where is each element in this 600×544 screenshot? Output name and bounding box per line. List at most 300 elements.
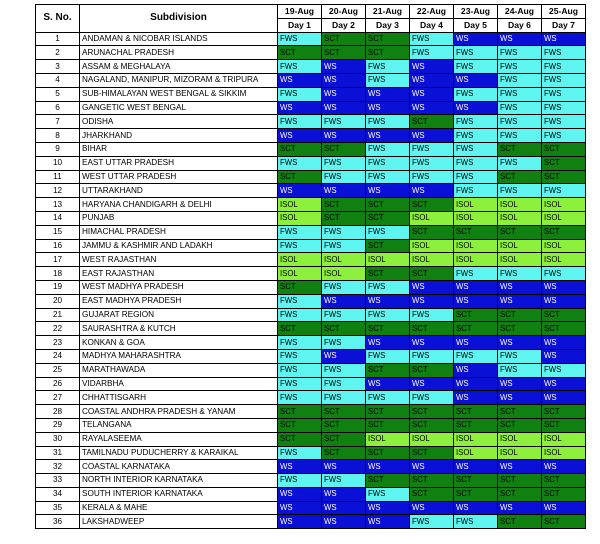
subdivision-name: KONKAN & GOA [80,336,278,350]
forecast-cell: FWS [410,142,454,156]
forecast-cell: WS [498,460,542,474]
row-number: 7 [36,115,80,129]
forecast-cell: SCT [542,308,586,322]
forecast-cell: FWS [278,156,322,170]
subdivision-name: BIHAR [80,142,278,156]
forecast-cell: FWS [498,363,542,377]
row-number: 31 [36,446,80,460]
forecast-cell: FWS [278,377,322,391]
table-row [36,391,586,405]
forecast-cell: WS [322,129,366,143]
forecast-cell: FWS [410,170,454,184]
row-number: 13 [36,198,80,212]
forecast-cell: FWS [366,60,410,74]
forecast-cell: SCT [454,487,498,501]
subdivision-name: SAURASHTRA & KUTCH [80,322,278,336]
table-row [36,405,586,419]
forecast-cell: FWS [366,391,410,405]
forecast-cell: SCT [322,211,366,225]
row-number: 17 [36,253,80,267]
forecast-cell: ISOL [498,253,542,267]
forecast-cell: SCT [542,156,586,170]
forecast-cell: WS [410,184,454,198]
forecast-cell: WS [542,32,586,46]
forecast-cell: WS [366,101,410,115]
forecast-cell: WS [278,129,322,143]
table-row [36,32,586,46]
table-row [36,73,586,87]
row-number: 27 [36,391,80,405]
forecast-cell: FWS [322,225,366,239]
date-header: 23-Aug [454,5,498,19]
table-row [36,253,586,267]
forecast-cell: WS [498,377,542,391]
subdivision-name: ARUNACHAL PRADESH [80,46,278,60]
forecast-cell: FWS [410,349,454,363]
forecast-cell: FWS [322,239,366,253]
forecast-cell: SCT [542,142,586,156]
forecast-cell: ISOL [278,198,322,212]
forecast-cell: FWS [542,46,586,60]
day-header: Day 3 [366,18,410,32]
date-header: 24-Aug [498,5,542,19]
forecast-cell: FWS [366,115,410,129]
table-row [36,184,586,198]
forecast-cell: SCT [454,418,498,432]
forecast-cell: ISOL [498,211,542,225]
table-row [36,101,586,115]
forecast-cell: WS [454,32,498,46]
subdivision-header: Subdivision [80,5,278,33]
forecast-cell: FWS [322,280,366,294]
table-row [36,211,586,225]
forecast-cell: WS [322,294,366,308]
forecast-cell: SCT [498,515,542,529]
forecast-cell: FWS [498,267,542,281]
forecast-cell: ISOL [454,239,498,253]
forecast-cell: SCT [542,405,586,419]
forecast-cell: SCT [322,446,366,460]
row-number: 22 [36,322,80,336]
forecast-cell: SCT [278,432,322,446]
subdivision-name: WEST UTTAR PRADESH [80,170,278,184]
forecast-cell: FWS [278,446,322,460]
subdivision-name: WEST MADHYA PRADESH [80,280,278,294]
forecast-cell: ISOL [278,211,322,225]
forecast-cell: SCT [366,446,410,460]
forecast-cell: ISOL [542,198,586,212]
forecast-cell: SCT [454,308,498,322]
forecast-cell: SCT [410,405,454,419]
forecast-cell: WS [322,487,366,501]
forecast-cell: SCT [366,363,410,377]
forecast-cell: WS [366,515,410,529]
row-number: 2 [36,46,80,60]
row-number: 33 [36,474,80,488]
table-row [36,239,586,253]
day-header: Day 4 [410,18,454,32]
row-number: 8 [36,129,80,143]
forecast-cell: ISOL [278,267,322,281]
row-number: 24 [36,349,80,363]
row-number: 15 [36,225,80,239]
forecast-cell: WS [410,294,454,308]
forecast-cell: FWS [498,101,542,115]
forecast-cell: FWS [498,87,542,101]
forecast-cell: FWS [366,156,410,170]
subdivision-name: JAMMU & KASHMIR AND LADAKH [80,239,278,253]
forecast-cell: FWS [542,129,586,143]
subdivision-name: LAKSHADWEEP [80,515,278,529]
table-row [36,198,586,212]
forecast-cell: WS [410,336,454,350]
date-header: 21-Aug [366,5,410,19]
table-row [36,487,586,501]
forecast-cell: FWS [278,294,322,308]
forecast-cell: FWS [542,73,586,87]
forecast-cell: SCT [454,322,498,336]
table-row [36,267,586,281]
forecast-cell: WS [366,336,410,350]
row-number: 12 [36,184,80,198]
forecast-cell: FWS [322,336,366,350]
forecast-cell: SCT [498,418,542,432]
forecast-cell: FWS [454,267,498,281]
table-row [36,129,586,143]
forecast-cell: FWS [454,87,498,101]
forecast-cell: SCT [366,32,410,46]
forecast-cell: WS [322,460,366,474]
forecast-cell: SCT [498,142,542,156]
forecast-cell: ISOL [542,432,586,446]
subdivision-name: HIMACHAL PRADESH [80,225,278,239]
forecast-cell: SCT [498,225,542,239]
forecast-cell: WS [278,73,322,87]
subdivision-name: GANGETIC WEST BENGAL [80,101,278,115]
forecast-cell: FWS [542,101,586,115]
forecast-cell: SCT [410,363,454,377]
forecast-cell: WS [366,129,410,143]
forecast-cell: WS [410,460,454,474]
forecast-cell: WS [278,184,322,198]
forecast-cell: WS [366,460,410,474]
forecast-cell: FWS [542,115,586,129]
row-number: 5 [36,87,80,101]
subdivision-name: ODISHA [80,115,278,129]
forecast-cell: SCT [278,405,322,419]
forecast-cell: WS [278,460,322,474]
forecast-cell: FWS [498,73,542,87]
forecast-cell: WS [498,280,542,294]
row-number: 29 [36,418,80,432]
forecast-cell: FWS [498,115,542,129]
forecast-cell: WS [498,336,542,350]
forecast-cell: WS [542,501,586,515]
forecast-cell: FWS [454,156,498,170]
forecast-cell: FWS [366,142,410,156]
forecast-cell: FWS [278,239,322,253]
forecast-cell: WS [322,184,366,198]
table-row [36,377,586,391]
forecast-cell: SCT [410,115,454,129]
row-number: 30 [36,432,80,446]
forecast-cell: SCT [454,405,498,419]
forecast-cell: SCT [410,474,454,488]
forecast-cell: WS [410,501,454,515]
forecast-cell: SCT [278,46,322,60]
date-header: 22-Aug [410,5,454,19]
forecast-cell: FWS [410,32,454,46]
forecast-cell: FWS [278,60,322,74]
forecast-cell: FWS [278,87,322,101]
forecast-cell: ISOL [542,239,586,253]
forecast-cell: FWS [322,391,366,405]
forecast-cell: WS [454,336,498,350]
forecast-cell: FWS [542,184,586,198]
forecast-cell: WS [498,391,542,405]
forecast-cell: SCT [366,267,410,281]
forecast-cell: WS [410,87,454,101]
subdivision-name: WEST RAJASTHAN [80,253,278,267]
table-row [36,170,586,184]
forecast-cell: FWS [322,115,366,129]
forecast-cell: SCT [366,211,410,225]
table-row [36,474,586,488]
forecast-cell: WS [410,280,454,294]
row-number: 26 [36,377,80,391]
forecast-cell: SCT [322,198,366,212]
forecast-cell: SCT [498,487,542,501]
forecast-cell: SCT [366,46,410,60]
forecast-cell: ISOL [454,432,498,446]
subdivision-name: CHHATTISGARH [80,391,278,405]
forecast-cell: FWS [454,115,498,129]
forecast-cell: WS [366,294,410,308]
row-number: 21 [36,308,80,322]
forecast-cell: FWS [366,73,410,87]
subdivision-name: TELANGANA [80,418,278,432]
forecast-cell: FWS [542,60,586,74]
row-number: 35 [36,501,80,515]
forecast-cell: WS [454,294,498,308]
subdivision-name: RAYALASEEMA [80,432,278,446]
forecast-cell: FWS [366,308,410,322]
forecast-cell: FWS [498,184,542,198]
forecast-cell: WS [410,101,454,115]
forecast-cell: FWS [454,170,498,184]
forecast-cell: FWS [278,349,322,363]
forecast-cell: FWS [322,474,366,488]
subdivision-name: MARATHAWADA [80,363,278,377]
table-row [36,501,586,515]
forecast-cell: SCT [498,405,542,419]
date-header: 20-Aug [322,5,366,19]
table-row [36,294,586,308]
row-number: 10 [36,156,80,170]
row-number: 20 [36,294,80,308]
subdivision-name: NORTH INTERIOR KARNATAKA [80,474,278,488]
table-row [36,322,586,336]
forecast-cell: WS [278,487,322,501]
subdivision-name: HARYANA CHANDIGARH & DELHI [80,198,278,212]
forecast-cell: SCT [410,267,454,281]
forecast-cell: FWS [322,156,366,170]
forecast-cell: FWS [454,515,498,529]
row-number: 3 [36,60,80,74]
subdivision-name: UTTARAKHAND [80,184,278,198]
forecast-cell: FWS [278,225,322,239]
forecast-cell: FWS [454,46,498,60]
row-number: 18 [36,267,80,281]
forecast-cell: FWS [278,336,322,350]
forecast-cell: FWS [410,391,454,405]
row-number: 32 [36,460,80,474]
forecast-cell: WS [498,501,542,515]
subdivision-name: TAMILNADU PUDUCHERRY & KARAIKAL [80,446,278,460]
forecast-cell: WS [542,280,586,294]
forecast-cell: SCT [278,280,322,294]
forecast-cell: ISOL [410,239,454,253]
row-number: 9 [36,142,80,156]
forecast-cell: SCT [542,322,586,336]
forecast-cell: FWS [366,280,410,294]
forecast-cell: SCT [366,198,410,212]
subdivision-name: SUB-HIMALAYAN WEST BENGAL & SIKKIM [80,87,278,101]
row-number: 6 [36,101,80,115]
table-row [36,308,586,322]
forecast-cell: SCT [542,418,586,432]
forecast-cell: SCT [498,474,542,488]
table-row [36,46,586,60]
row-number: 36 [36,515,80,529]
forecast-cell: FWS [454,142,498,156]
sno-header: S. No. [36,5,80,33]
forecast-cell: WS [322,60,366,74]
table-body [36,32,586,529]
forecast-cell: SCT [322,46,366,60]
forecast-cell: WS [498,32,542,46]
subdivision-name: EAST UTTAR PRADESH [80,156,278,170]
forecast-cell: WS [322,349,366,363]
forecast-cell: FWS [366,349,410,363]
forecast-cell: SCT [278,322,322,336]
table-row [36,349,586,363]
forecast-cell: FWS [454,349,498,363]
table-row [36,418,586,432]
table-row [36,225,586,239]
forecast-cell: FWS [498,349,542,363]
day-header: Day 5 [454,18,498,32]
forecast-cell: ISOL [410,253,454,267]
forecast-cell: FWS [498,60,542,74]
forecast-cell: WS [366,501,410,515]
table-row [36,432,586,446]
day-header: Day 6 [498,18,542,32]
forecast-cell: ISOL [410,432,454,446]
forecast-cell: ISOL [410,211,454,225]
forecast-cell: SCT [498,308,542,322]
table-row [36,60,586,74]
forecast-cell: WS [366,87,410,101]
forecast-cell: SCT [366,405,410,419]
row-number: 11 [36,170,80,184]
forecast-cell: FWS [366,487,410,501]
forecast-cell: FWS [322,170,366,184]
table-row [36,142,586,156]
forecast-cell: SCT [410,487,454,501]
forecast-cell: FWS [366,170,410,184]
forecast-cell: FWS [410,308,454,322]
forecast-table [35,4,586,529]
forecast-cell: SCT [410,225,454,239]
table-row [36,156,586,170]
row-number: 4 [36,73,80,87]
forecast-cell: FWS [542,267,586,281]
forecast-cell: ISOL [542,446,586,460]
day-header: Day 7 [542,18,586,32]
forecast-cell: FWS [498,129,542,143]
subdivision-name: VIDARBHA [80,377,278,391]
forecast-cell: SCT [498,170,542,184]
forecast-cell: WS [542,460,586,474]
forecast-cell: WS [410,60,454,74]
forecast-cell: WS [542,294,586,308]
table-row [36,87,586,101]
forecast-cell: SCT [322,432,366,446]
forecast-cell: SCT [454,225,498,239]
forecast-cell: ISOL [542,211,586,225]
forecast-cell: SCT [410,198,454,212]
forecast-cell: WS [278,101,322,115]
forecast-cell: WS [454,460,498,474]
date-header: 25-Aug [542,5,586,19]
forecast-cell: FWS [278,391,322,405]
forecast-cell: SCT [410,446,454,460]
forecast-cell: ISOL [498,198,542,212]
subdivision-name: GUJARAT REGION [80,308,278,322]
forecast-cell: FWS [542,87,586,101]
forecast-cell: WS [366,184,410,198]
forecast-cell: SCT [498,322,542,336]
table-row [36,460,586,474]
forecast-cell: WS [410,129,454,143]
table-row [36,280,586,294]
row-number: 28 [36,405,80,419]
row-number: 25 [36,363,80,377]
forecast-cell: SCT [322,32,366,46]
forecast-cell: SCT [366,322,410,336]
forecast-cell: WS [542,377,586,391]
subdivision-name: COASTAL ANDHRA PRADESH & YANAM [80,405,278,419]
forecast-cell: FWS [322,377,366,391]
forecast-cell: WS [454,73,498,87]
forecast-cell: ISOL [498,432,542,446]
forecast-cell: WS [410,73,454,87]
forecast-cell: ISOL [454,446,498,460]
forecast-cell: ISOL [366,253,410,267]
forecast-cell: WS [410,377,454,391]
forecast-cell: FWS [498,156,542,170]
forecast-cell: FWS [498,46,542,60]
forecast-cell: FWS [278,363,322,377]
forecast-cell: FWS [454,129,498,143]
forecast-cell: ISOL [454,253,498,267]
forecast-cell: WS [322,515,366,529]
forecast-cell: SCT [278,418,322,432]
forecast-cell: FWS [278,308,322,322]
subdivision-name: EAST RAJASTHAN [80,267,278,281]
forecast-cell: FWS [410,156,454,170]
